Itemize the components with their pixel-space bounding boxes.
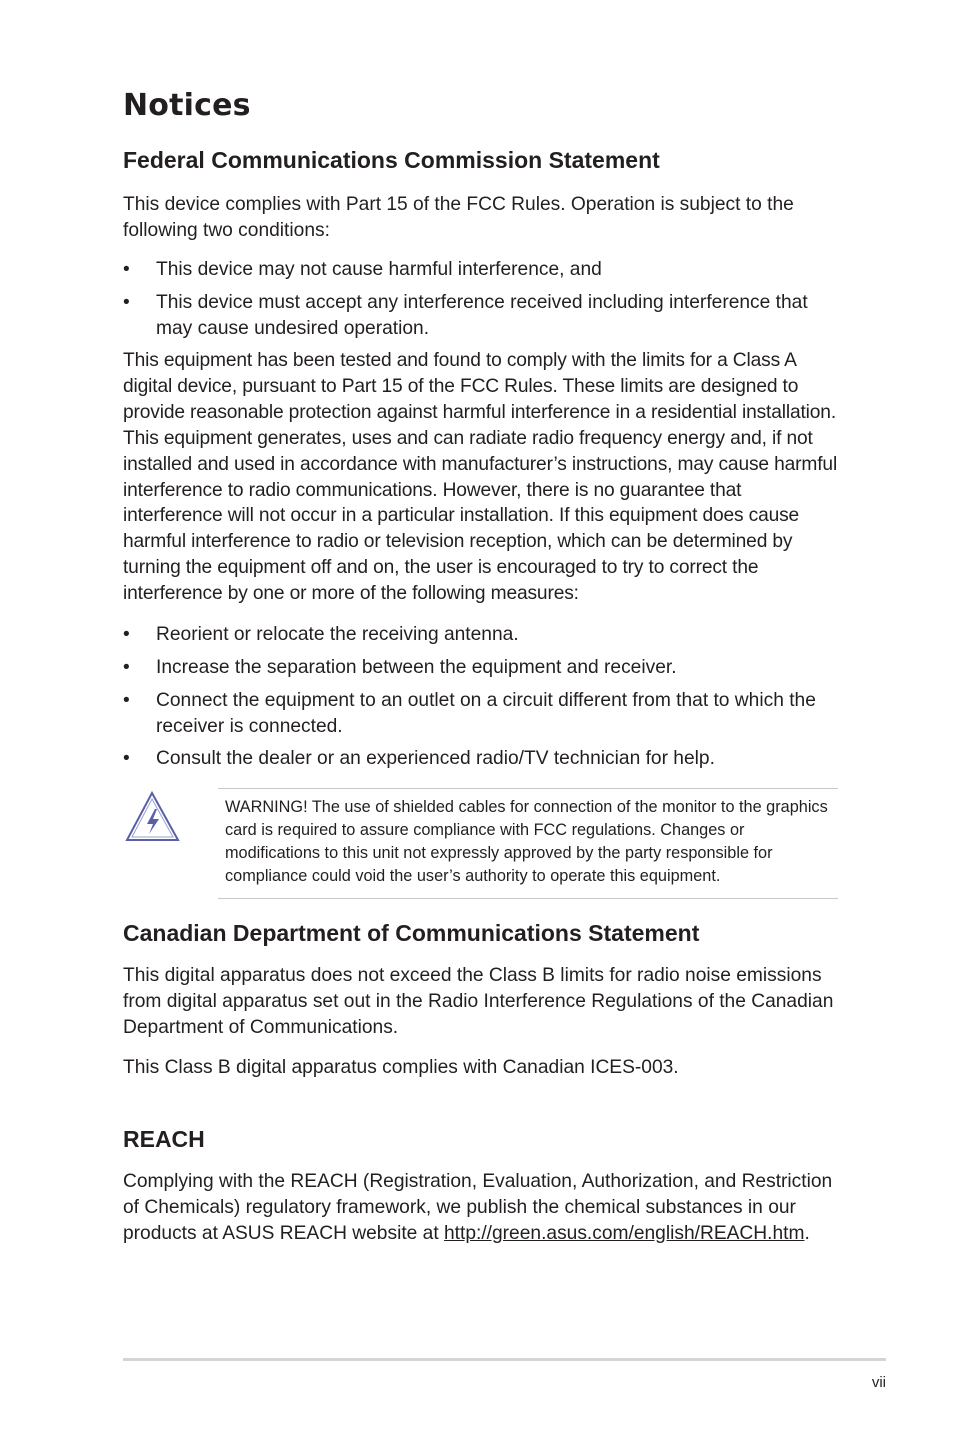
fcc-heading: Federal Communications Commission Statement — [123, 147, 660, 173]
fcc-measure-4: Consult the dealer or an experienced radio/TV technician for help. — [156, 748, 715, 769]
list-item — [123, 290, 845, 342]
list-item — [123, 655, 845, 681]
list-item — [123, 622, 845, 648]
fcc-measure-3: Connect the equipment to an outlet on a circuit different from that to which the receiver is connected. — [156, 690, 816, 737]
footer-divider — [123, 1358, 886, 1361]
reach-text: Complying with the REACH (Registration, Evaluation, Authorization, and Restriction of Chemicals) regulatory framework, we publish the chemical substances in our products at ASUS REACH website at — [123, 1171, 833, 1244]
list-item — [123, 746, 845, 772]
fcc-measure-2: Increase the separation between the equipment and receiver. — [156, 657, 677, 678]
bullet-dot: • — [123, 657, 130, 678]
fcc-condition-2: This device must accept any interference received including interference that may cause undesired operation. — [156, 292, 808, 339]
bullet-dot: • — [123, 624, 130, 645]
fcc-body: This equipment has been tested and found to comply with the limits for a Class A digital device, pursuant to Part 15 of the FCC Rules. These limits are designed to provide reasonable protection against harmful interference in a residential installation. This equipment generates, uses and can radiate radio frequency energy and, if not installed and used in accordance with manufacturer’s instructions, may cause harmful interference to radio communications. However, there is no guarantee that interference will not occur in a particular installation. If this equipment does cause harmful interference to radio or television reception, which can be determined by turning the equipment off and on, the user is encouraged to try to correct the interference by one or more of the following measures: — [123, 350, 838, 605]
fcc-measure-1: Reorient or relocate the receiving antenna. — [156, 624, 519, 645]
list-item — [123, 688, 845, 740]
page-title: Notices — [123, 88, 251, 123]
reach-heading: REACH — [123, 1126, 205, 1152]
bullet-dot: • — [123, 259, 130, 280]
reach-text-end: . — [804, 1222, 810, 1244]
warning-text: WARNING! The use of shielded cables for connection of the monitor to the graphics card is required to assure compliance with FCC regulations. Changes or modifications to this unit not expressly approved by the party responsible for compliance could void the user’s authority to operate this equipment. — [225, 798, 828, 885]
bullet-dot: • — [123, 748, 130, 769]
reach-paragraph — [123, 1169, 843, 1247]
canada-paragraph-2: This Class B digital apparatus complies with Canadian ICES-003. — [123, 1057, 679, 1078]
fcc-intro: This device complies with Part 15 of the FCC Rules. Operation is subject to the following two conditions: — [123, 194, 794, 241]
fcc-condition-1: This device may not cause harmful interference, and — [156, 259, 602, 280]
warning-box — [218, 788, 838, 899]
warning-lightning-icon — [125, 790, 181, 844]
bullet-dot: • — [123, 292, 130, 313]
page-number: vii — [871, 1374, 886, 1391]
list-item — [123, 257, 845, 283]
bullet-dot: • — [123, 690, 130, 711]
reach-website-link[interactable]: http://green.asus.com/english/REACH.htm — [444, 1222, 805, 1244]
canada-heading: Canadian Department of Communications Statement — [123, 920, 700, 946]
canada-paragraph-1: This digital apparatus does not exceed the Class B limits for radio noise emissions from digital apparatus set out in the Radio Interference Regulations of the Canadian Department of Communications. — [123, 965, 834, 1038]
